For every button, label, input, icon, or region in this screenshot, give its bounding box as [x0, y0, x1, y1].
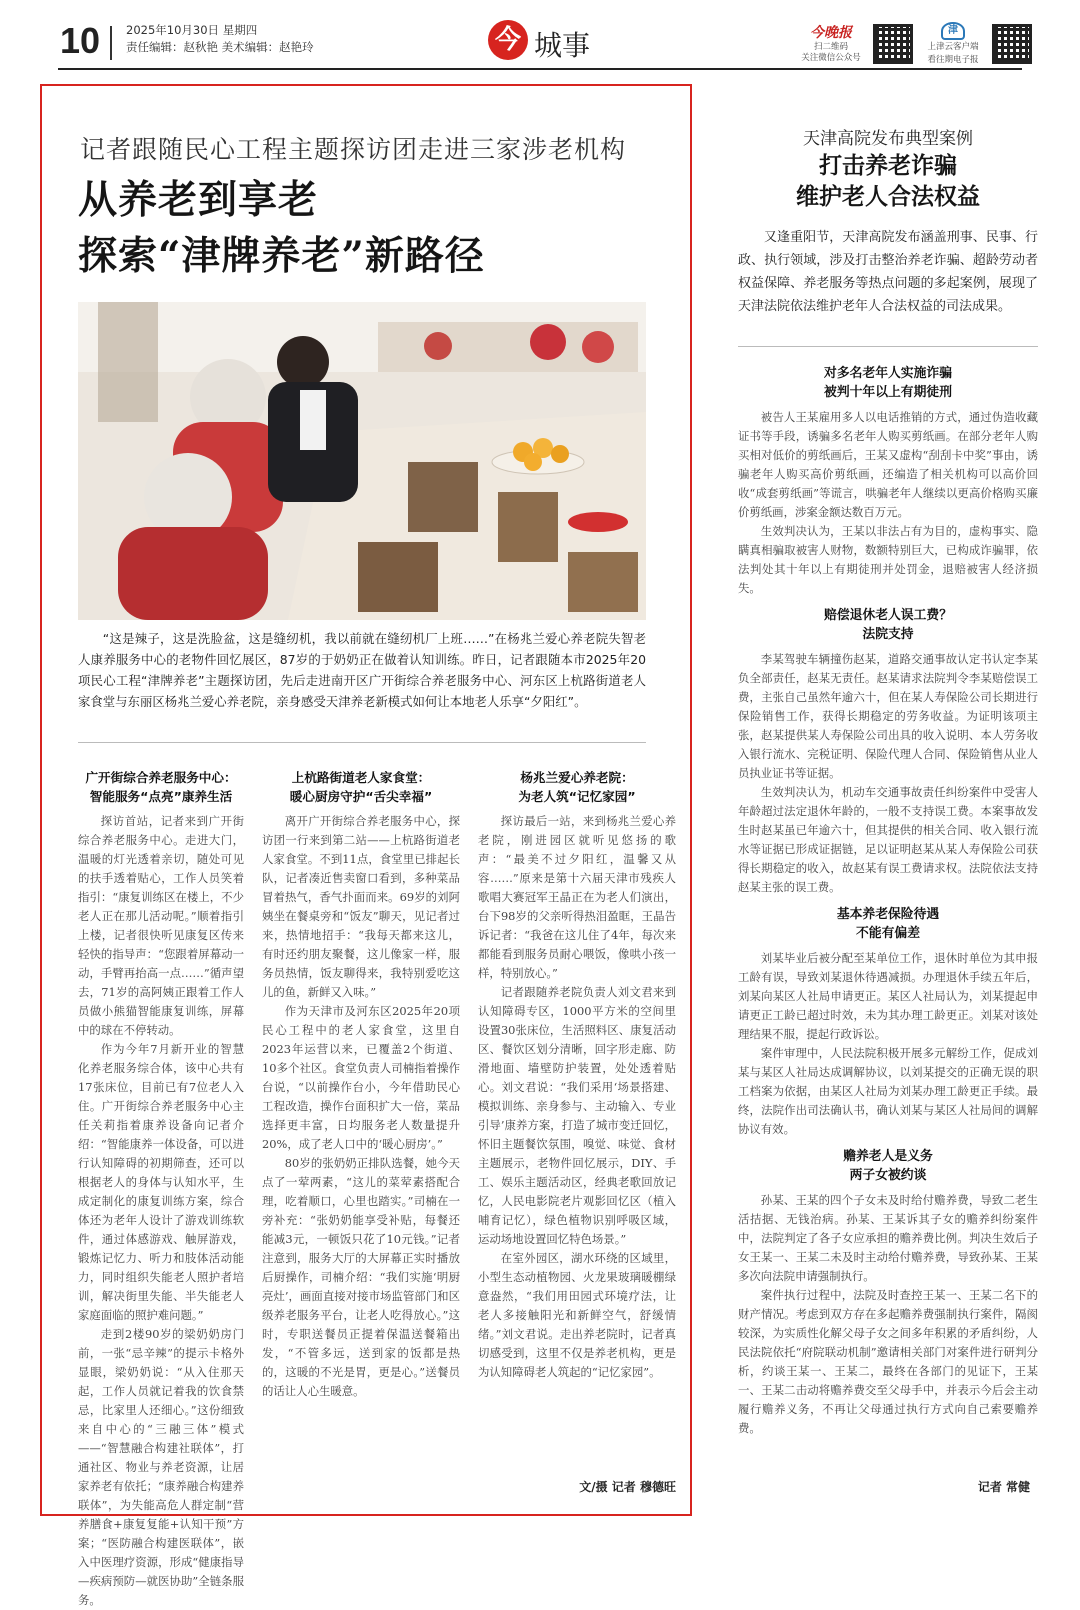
masthead-meta: [126, 22, 314, 56]
section-name: 城事: [534, 29, 591, 62]
sidebar-byline: 记者 常健: [977, 1480, 1030, 1494]
section3-subhead-line-2: 为老人筑“记忆家园”: [518, 789, 636, 804]
case1-paragraph: 被告人王某雇用多人以电话推销的方式，通过伪造收藏证书等手段，诱骗多名老年人购买剪纸画。在部分老年人购买相对低价的剪纸画后，王某又虚构“刮刮卡中奖”事由，诱骗老年人购买高价剪纸画，还编造了相关机构可以高价回收“成套剪纸画”等谎言，哄骗老年人继续以更高价格购买廉价剪纸画，涉案金额达数百万元。: [738, 410, 1038, 519]
cloud-caption-1: 上津云客户端: [927, 42, 979, 52]
case4-subhead: [738, 1147, 1038, 1185]
cloud-caption-2: 看往期电子报: [927, 55, 979, 65]
case3-subhead-line-1: 基本养老保险待遇: [836, 907, 940, 922]
main-kicker: 记者跟随民心工程主题探访团走进三家涉老机构: [80, 135, 627, 164]
section1-paragraph: 探访首站，记者来到广开街综合养老服务中心。走进大门，温暖的灯光透着亲切，随处可见的扶手透着贴心，工作人员笑着指引：“康复训练区在楼上，不少老人正在那儿活动呢。”顺着指引上楼，记者很快听见康复区传来轻快的指导声：“您跟着屏幕动一动，手臂再抬高一点……”循声望去，71岁的高阿姨正跟着工作人员做小熊猫智能康复训练，屏幕中的球在不停转动。: [78, 814, 244, 1037]
case2-paragraph: 李某驾驶车辆撞伤赵某，道路交通事故认定书认定李某负全部责任，赵某无责任。赵某请求法院判令李某赔偿误工费，主张自己虽然年逾六十，但在某人寿保险公司长期进行保险销售工作，获得长期稳定的劳务收益。为证明该项主张，赵某提供某人寿保险公司出具的收入说明、本人劳务收入银行流水、完税证明、保险代理人合同、保险销售从业人员执业证书等证据。: [738, 652, 1038, 780]
section2-subhead-line-1: 上杭路街道老人家食堂：: [291, 770, 431, 785]
wechat-qr-code-icon[interactable]: [873, 24, 913, 64]
case2-subhead-line-1: 赔偿退休老人误工费？: [824, 608, 952, 623]
main-column-3: [478, 764, 676, 1382]
section-logo-icon: 今: [488, 20, 528, 60]
sidebar-body: [738, 356, 1038, 1438]
main-column-1: [78, 764, 244, 1610]
case4-paragraph: 孙某、王某的四个子女未及时给付赡养费，导致二老生活拮据、无钱治病。孙某、王某诉其子女的赡养纠纷案件中，法院判定了各子女应承担的赡养费比例。判决生效后子女王某一、王某二未及时主动给付赡养费，导致孙某、王某多次向法院申请强制执行。: [738, 1193, 1038, 1283]
issue-date: 2025年10月30日 星期四: [126, 23, 258, 37]
article-photo[interactable]: [78, 302, 646, 620]
section1-paragraph: 作为今年7月新开业的智慧化养老服务综合体，该中心共有17张床位，目前已有7位老人入住。广开街综合养老服务中心主任关莉指着康养设备向记者介绍：“智能康养一体设备，可以进行认知障碍的初期筛查，还可以根据老人的身体与认知水平，生成定制化的康复训练方案，综合体还为老年人设计了游戏训练软件，通过体感游戏、触屏游戏，锻炼记忆力、听力和肢体活动能力，同时组织失能老人照护者培训，解决街里失能、半失能老人家庭面临的照护难问题。”: [78, 1042, 244, 1322]
case3-paragraph: 案件审理中，人民法院积极开展多元解纷工作，促成刘某与某区人社局达成调解协议，以刘某提交的正确无误的职工档案为依据，由某区人社局为刘某办理工龄更正手续。最终，法院作出司法确认书，确认刘某与某区人社局间的调解协议有效。: [738, 1046, 1038, 1136]
case1-subhead-line-1: 对多名老年人实施诈骗: [824, 366, 952, 381]
section2-subhead-line-2: 暖心厨房守护“舌尖幸福”: [289, 789, 433, 804]
app-promo: [917, 22, 989, 66]
section3-subhead: [478, 768, 676, 806]
app-qr-code-icon[interactable]: [992, 24, 1032, 64]
case2-subhead: [738, 606, 1038, 644]
section1-subhead-line-2: 智能服务“点亮”康养生活: [89, 789, 233, 804]
sidebar-headline: [738, 150, 1038, 212]
brand-caption-1: 扫二维码: [813, 42, 848, 52]
main-headline-line-1: 从养老到享老: [78, 177, 319, 223]
section1-subhead: [78, 768, 244, 806]
section2-paragraph: 80岁的张奶奶正排队选餐，她今天点了一荤两素，“这儿的菜荤素搭配合理，吃着顺口，心里也踏实。”司楠在一旁补充：“张奶奶能享受补贴，每餐还能减3元，一顿饭只花了10元钱。”记者注意到，服务大厅的大屏幕正实时播放后厨操作，司楠介绍：“我们实施‘明厨亮灶’，画面直接对接市场监管部门和区级养老服务平台，让老人吃得放心。”这时，专职送餐员正提着保温送餐箱出发，“不管多远，送到家的饭都是热的，这暖的不光是胃，更是心。”送餐员的话让人心生暖意。: [262, 1156, 460, 1398]
case1-paragraph: 生效判决认为，王某以非法占有为目的，虚构事实、隐瞒真相骗取被害人财物，数额特别巨大，已构成诈骗罪，依法判处其十年以上有期徒刑并处罚金，退赔被害人经济损失。: [738, 524, 1038, 595]
case1-subhead: [738, 364, 1038, 402]
main-headline: [78, 172, 485, 284]
section2-paragraph: 离开广开街综合养老服务中心，探访团一行来到第二站——上杭路街道老人家食堂。不到11点，食堂里已排起长队，记者凑近售卖窗口看到，多种菜品冒着热气，香气扑面而来。69岁的刘阿姨坐在餐桌旁和“饭友”聊天，见记者过来，热情地招手：“我每天都来这儿，有时还约朋友聚餐，这儿像家一样，服务员热情，饭友聊得来，我特别爱吃这儿的鱼，新鲜又入味。”: [262, 814, 460, 999]
lede-divider: [78, 742, 646, 743]
brand-caption-2: 关注微信公众号: [801, 53, 861, 63]
case3-subhead-line-2: 不能有偏差: [856, 926, 920, 941]
section3-paragraph: 探访最后一站，来到杨兆兰爱心养老院，刚进园区就听见悠扬的歌声：“最美不过夕阳红，温馨又从容……”原来是第十六届天津市残疾人歌唱大赛冠军王晶正在为老人们演出，台下98岁的父亲听得热泪盈眶，王晶告诉记者：“我爸在这儿住了4年，每次来都能看到服务员耐心喂饭，像哄小孩一样，特别放心。”: [478, 814, 676, 980]
case4-subhead-line-1: 赡养老人是义务: [843, 1149, 933, 1164]
sidebar-divider: [738, 346, 1038, 347]
case3-subhead: [738, 905, 1038, 943]
case4-paragraph: 案件执行过程中，法院及时查控王某一、王某二名下的财产情况。考虑到双方存在多起赡养费强制执行案件，隔阂较深，为实质性化解父母子女之间多年积累的矛盾纠纷，人民法院依托“府院联动机制”邀请相关部门对案件进行研判分析，约谈王某一、王某二，最终在各部门的见证下，王某一、王某二击动将赡养费交至父母手中，并表示今后会主动履行赡养义务，不再让父母通过执行方式向自己索要赡养费。: [738, 1288, 1038, 1435]
page-number: 10: [60, 20, 101, 61]
masthead-rule: [58, 68, 1022, 70]
main-headline-line-2: 探索“津牌养老”新路径: [78, 233, 485, 279]
sidebar-headline-line-1: 打击养老诈骗: [819, 152, 957, 179]
case2-subhead-line-2: 法院支持: [862, 627, 914, 642]
masthead: [0, 0, 1080, 78]
editors-credit: 责任编辑：赵秋艳 美术编辑：赵艳玲: [126, 40, 314, 54]
masthead-divider: [110, 26, 112, 60]
case4-subhead-line-2: 两子女被约谈: [849, 1168, 927, 1183]
photo-illustration: [78, 302, 646, 620]
sidebar-kicker: 天津高院发布典型案例: [803, 129, 973, 149]
section3-paragraph: 记者跟随养老院负责人刘文君来到认知障碍专区，1000平方米的空间里设置30张床位，生活照料区、康复活动区、餐饮区划分清晰，回字形走廊、防滑地面、墙壁防护装置，处处透着贴心。刘文君说：“我们采用‘场景搭建、模拟训练、亲身参与、主动输入、专业引导’康养方案，打造了城市变迁回忆，怀旧主题餐饮氛围，嗅觉、味觉、食材主题展示，老物件回忆展示，DIY、手工、娱乐主题活动区，经典老歌回放记忆，人民电影院老片观影回忆区（植入哺育记忆），绿色植物识别呼吸区域，运动场地设置回忆特色场景。”: [478, 985, 676, 1246]
case3-paragraph: 刘某毕业后被分配至某单位工作，退休时单位为其申报工龄有误，导致刘某退休待遇减损。办理退休手续五年后，刘某向某区人社局申请更正。某区人社局认为，刘某提起申请更正工龄已超过时效，未为其办理工龄更正。刘某对该处理结果不服，提起行政诉讼。: [738, 951, 1038, 1041]
section2-paragraph: 作为天津市及河东区2025年20项民心工程中的老人家食堂，这里自2023年运营以来，已覆盖2个街道、10多个社区。食堂负责人司楠指着操作台说，“以前操作台小，今年借助民心工程改造，操作台面积扩大一倍，菜品选择更丰富，日均服务老人数量提升20%，成了老人口中的‘暖心厨房’。”: [262, 1004, 460, 1151]
main-byline: 文/摄 记者 穆德旺: [579, 1480, 676, 1494]
newspaper-brand: [795, 22, 867, 64]
section2-subhead: [262, 768, 460, 806]
section3-subhead-line-1: 杨兆兰爱心养老院：: [520, 770, 634, 785]
main-lede: “这是辣子，这是洗脸盆，这是缝纫机，我以前就在缝纫机厂上班……”在杨兆兰爱心养老院失智老人康养服务中心的老物件回忆展区，87岁的于奶奶正在做着认知训练。昨日，记者跟随本市2025年20项民心工程“津牌养老”主题探访团，先后走进南开区广开街综合养老服务中心、河东区上杭路街道老人家食堂与东丽区杨兆兰爱心养老院，亲身感受天津养老新模式如何让本地老人乐享“夕阳红”。: [78, 631, 646, 709]
section1-subhead-line-1: 广开街综合养老服务中心：: [85, 770, 237, 785]
sidebar-lede: 又逢重阳节，天津高院发布涵盖刑事、民事、行政、执行领域，涉及打击整治养老诈骗、超龄劳动者权益保障、养老服务等热点问题的多起案例，展现了天津法院依法维护老年人合法权益的司法成果。: [738, 230, 1038, 314]
section1-paragraph: 走到2楼90岁的梁奶奶房门前，一张“忌辛辣”的提示卡格外显眼，梁奶奶说：“从入住那天起，工作人员就记着我的饮食禁忌，比家里人还细心。”这份细致来自中心的“三融三体”模式——“智慧融合构建社联体”，打通社区、物业与养老资源，让居家养老有依托；“康养融合构建养联体”，为失能高危人群定制“营养膳食+康复复能+认知干预”方案；“医防融合构建医联体”，嵌入中医理疗资源，形成“健康指导—疾病预防—就医协助”全链条服务。: [78, 1327, 244, 1607]
newspaper-logo: 今晚报: [810, 25, 852, 41]
case1-subhead-line-2: 被判十年以上有期徒刑: [824, 385, 952, 400]
cloud-app-icon: 津: [941, 22, 965, 40]
case2-paragraph: 生效判决认为，机动车交通事故责任纠纷案件中受害人年龄超过法定退休年龄的，一般不支持误工费。本案事故发生时赵某虽已年逾六十，但其提供的相关合同、收入银行流水等证据已形成证据链，足以证明赵某从某人寿保险公司获得长期稳定的收入，故赵某有误工费请求权。法院依法支持赵某主张的误工费。: [738, 785, 1038, 894]
sidebar-headline-line-2: 维护老人合法权益: [796, 183, 980, 210]
main-column-2: [262, 764, 460, 1401]
section3-paragraph: 在室外园区，湖水环绕的区域里，小型生态动植物园、火龙果玻璃暖棚绿意盎然，“我们用田园式环境疗法，让老人多接触阳光和新鲜空气，舒缓情绪。”刘文君说。走出养老院时，记者真切感受到，这里不仅是养老机构，更是为认知障碍老人筑起的“记忆家园”。: [478, 1251, 676, 1379]
